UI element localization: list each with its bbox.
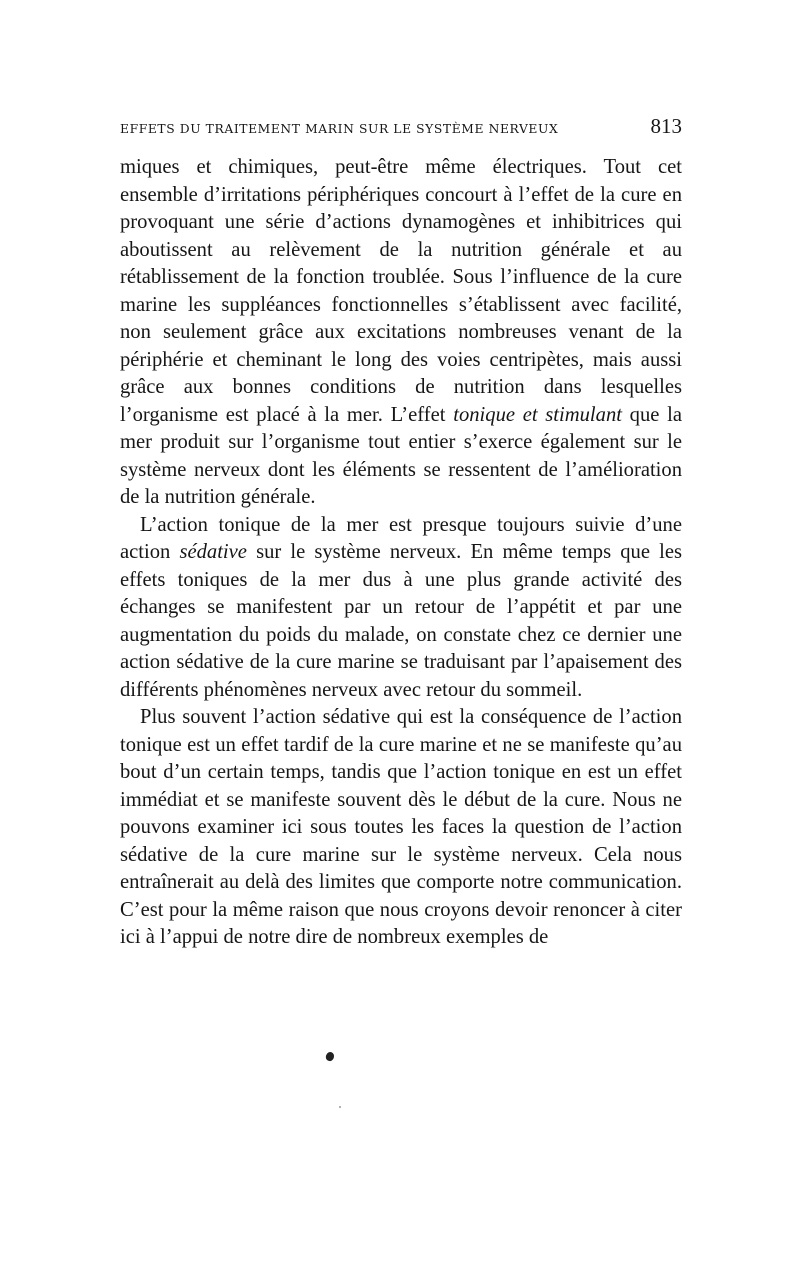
body-text	[120, 154, 682, 952]
emphasis-tonique-stimulant: tonique et stimulant	[453, 403, 622, 426]
paragraph-2-text-b: sur le système nerveux. En même temps que les effets toniques de la mer dus à une plus grande activité des échanges se manifestent par un retour de l’appétit et par une augmentation du poids du malade, on constate chez ce dernier une action sédative de la cure marine se traduisant par l’apaisement des différents phénomènes nerveux avec retour du sommeil.	[120, 541, 682, 701]
print-speck	[339, 1106, 341, 1108]
paragraph-1-text-b: que la mer produit sur l’organisme tout entier s’exerce également sur le système nerveux dont les éléments se ressentent de l’amélioration de la nutrition générale.	[120, 403, 682, 508]
paragraph-2-text-a: L’action tonique de la mer est presque toujours suivie d’une action	[120, 513, 682, 563]
paragraph-2	[120, 512, 682, 705]
emphasis-sedative: sédative	[179, 541, 247, 563]
paragraph-3: Plus souvent l’action sédative qui est la conséquence de l’action tonique est un effet tardif de la cure marine et ne se manifeste qu’au bout d’un certain temps, tandis que l’action tonique en est un effet immédiat et se manifeste souvent dès le début de la cure. Nous ne pouvons examiner ici sous toutes les faces la question de l’action sédative de la cure marine sur le système nerveux. Cela nous entraînerait au delà des limites que comporte notre communication. C’est pour la même raison que nous croyons devoir renoncer à citer ici à l’appui de notre dire de nombreux exemples de	[120, 706, 682, 948]
running-head	[120, 114, 682, 144]
page-number: 813	[650, 114, 682, 138]
page-ornament-dot	[325, 1051, 336, 1062]
paragraph-1-text-a: miques et chimiques, peut-être même électriques. Tout cet ensemble d’irritations périphériques concourt à l’effet de la cure en provoquant une série d’actions dynamogènes et inhibitrices qui aboutissent au relèvement de la nutrition générale et au rétablissement de la fonction troublée. Sous l’influence de la cure marine les suppléances fonctionnelles s’établissent avec facilité, non seulement grâce aux excitations nombreuses venant de la périphérie et cheminant le long des voies centripètes, mais aussi grâce aux bonnes conditions de nutrition dans lesquelles l’organisme est placé à la mer. L’effet	[120, 156, 682, 426]
paragraph-1	[120, 154, 682, 512]
running-title: EFFETS DU TRAITEMENT MARIN SUR LE SYSTÈME NERVEUX	[120, 122, 559, 136]
